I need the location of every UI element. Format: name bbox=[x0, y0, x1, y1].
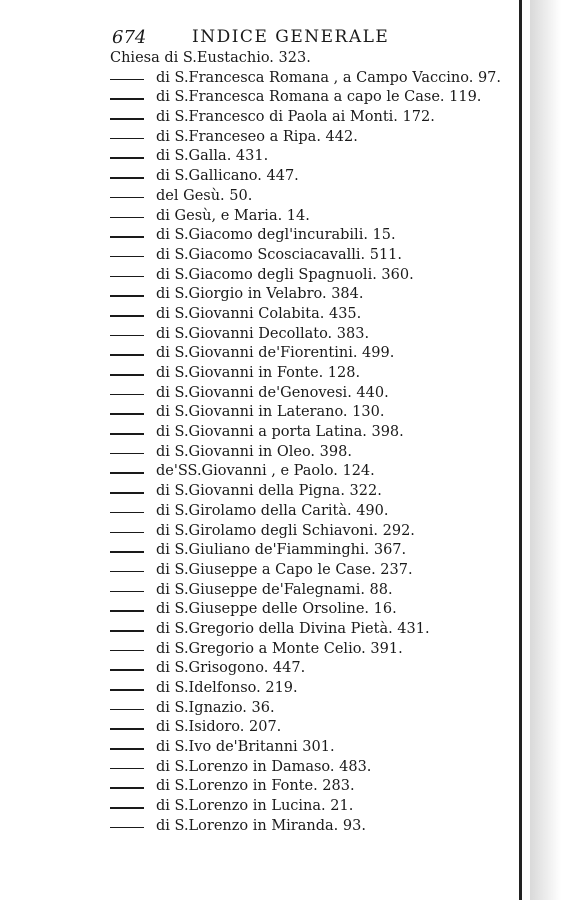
ditto-dash bbox=[110, 433, 144, 435]
ditto-dash bbox=[110, 591, 144, 593]
index-entry bbox=[110, 620, 510, 640]
ditto-dash bbox=[110, 98, 144, 100]
index-entry bbox=[110, 285, 510, 305]
index-entry-text: di S.Franceseo a Ripa. 442. bbox=[156, 128, 358, 145]
index-entry-text: di S.Giovanni de'Fiorentini. 499. bbox=[156, 345, 395, 362]
running-title: INDICE GENERALE bbox=[192, 27, 390, 47]
index-entry bbox=[110, 581, 510, 601]
index-entry bbox=[110, 718, 510, 738]
ditto-dash bbox=[110, 472, 144, 474]
index-entry-text: di S.Giovanni de'Genovesi. 440. bbox=[156, 384, 389, 401]
index-entry bbox=[110, 49, 510, 69]
index-entry-text: di S.Giuseppe a Capo le Case. 237. bbox=[156, 561, 413, 578]
binding-edge bbox=[519, 0, 522, 900]
index-entry-text: di S.Francesco di Paola ai Monti. 172. bbox=[156, 109, 435, 126]
index-entry-text: di S.Lorenzo in Fonte. 283. bbox=[156, 778, 355, 795]
index-entry bbox=[110, 522, 510, 542]
index-entry bbox=[110, 443, 510, 463]
index-entry bbox=[110, 384, 510, 404]
ditto-dash bbox=[110, 394, 144, 396]
index-entry-text: di S.Giacomo Scosciacavalli. 511. bbox=[156, 246, 403, 263]
index-entry-text: di S.Gregorio a Monte Celio. 391. bbox=[156, 640, 403, 657]
index-entry bbox=[110, 305, 510, 325]
index-entry bbox=[110, 246, 510, 266]
ditto-dash bbox=[110, 748, 144, 750]
index-entries bbox=[110, 49, 510, 837]
ditto-dash bbox=[110, 709, 144, 711]
index-entry-text: de'SS.Giovanni , e Paolo. 124. bbox=[156, 463, 375, 480]
index-entry bbox=[110, 403, 510, 423]
index-entry-text: di Gesù, e Maria. 14. bbox=[156, 207, 310, 224]
ditto-dash bbox=[110, 118, 144, 120]
index-entry-text: di S.Ivo de'Britanni 301. bbox=[156, 739, 335, 756]
ditto-dash bbox=[110, 177, 144, 179]
index-entry-text: di S.Giuliano de'Fiamminghi. 367. bbox=[156, 542, 407, 559]
index-entry-text: di S.Giovanni a porta Latina. 398. bbox=[156, 424, 404, 441]
index-entry bbox=[110, 502, 510, 522]
ditto-dash bbox=[110, 197, 144, 199]
index-entry-text: di S.Francesca Romana , a Campo Vaccino. 97. bbox=[156, 69, 502, 86]
index-entry bbox=[110, 88, 510, 108]
index-entry-text: di S.Ignazio. 36. bbox=[156, 699, 275, 716]
index-entry-text: di S.Lorenzo in Lucina. 21. bbox=[156, 798, 354, 815]
index-entry-text: Chiesa di S.Eustachio. 323. bbox=[110, 50, 311, 66]
index-entry-text: di S.Lorenzo in Damaso. 483. bbox=[156, 758, 372, 775]
index-entry bbox=[110, 797, 510, 817]
index-entry-text: di S.Giovanni in Oleo. 398. bbox=[156, 443, 352, 460]
index-entry-text: di S.Giovanni della Pigna. 322. bbox=[156, 483, 382, 500]
ditto-dash bbox=[110, 669, 144, 671]
index-entry-text: di S.Giovanni in Fonte. 128. bbox=[156, 365, 361, 381]
ditto-dash bbox=[110, 610, 144, 612]
index-entry-text: di S.Idelfonso. 219. bbox=[156, 680, 298, 696]
ditto-dash bbox=[110, 315, 144, 317]
index-entry-text: di S.Isidoro. 207. bbox=[156, 719, 282, 736]
index-entry-text: di S.Grisogono. 447. bbox=[156, 660, 306, 677]
index-entry bbox=[110, 128, 510, 148]
index-entry bbox=[110, 207, 510, 227]
index-entry bbox=[110, 777, 510, 797]
index-entry bbox=[110, 482, 510, 502]
ditto-dash bbox=[110, 492, 144, 494]
ditto-dash bbox=[110, 571, 144, 573]
ditto-dash bbox=[110, 79, 144, 81]
ditto-dash bbox=[110, 689, 144, 691]
index-entry-text: di S.Francesca Romana a capo le Case. 119. bbox=[156, 89, 482, 106]
index-entry bbox=[110, 640, 510, 660]
index-entry-text: di S.Giorgio in Velabro. 384. bbox=[156, 286, 364, 303]
index-entry-text: di S.Giacomo degl'incurabili. 15. bbox=[156, 227, 396, 244]
index-entry bbox=[110, 364, 510, 384]
index-entry-text: di S.Girolamo degli Schiavoni. 292. bbox=[156, 522, 415, 539]
index-entry bbox=[110, 167, 510, 187]
index-entry-text: di S.Giovanni Colabita. 435. bbox=[156, 305, 362, 322]
index-entry bbox=[110, 699, 510, 719]
index-entry bbox=[110, 541, 510, 561]
index-entry-text: di S.Gregorio della Divina Pietà. 431. bbox=[156, 620, 430, 637]
page-header bbox=[112, 27, 412, 49]
page-number: 674 bbox=[112, 27, 147, 48]
index-entry bbox=[110, 679, 510, 699]
ditto-dash bbox=[110, 354, 144, 356]
ditto-dash bbox=[110, 217, 144, 219]
ditto-dash bbox=[110, 295, 144, 297]
ditto-dash bbox=[110, 157, 144, 159]
index-entry-text: di S.Girolamo della Carità. 490. bbox=[156, 502, 389, 519]
ditto-dash bbox=[110, 807, 144, 809]
ditto-dash bbox=[110, 335, 144, 337]
ditto-dash bbox=[110, 453, 144, 455]
index-entry-text: di S.Giuseppe de'Falegnami. 88. bbox=[156, 581, 393, 598]
index-entry bbox=[110, 817, 510, 837]
index-entry bbox=[110, 758, 510, 778]
ditto-dash bbox=[110, 256, 144, 258]
ditto-dash bbox=[110, 768, 144, 770]
index-entry-text: di S.Giuseppe delle Orsoline. 16. bbox=[156, 601, 397, 618]
ditto-dash bbox=[110, 630, 144, 632]
ditto-dash bbox=[110, 728, 144, 730]
binding-shadow bbox=[530, 0, 561, 900]
ditto-dash bbox=[110, 551, 144, 553]
ditto-dash bbox=[110, 138, 144, 140]
index-entry-text: di S.Giovanni in Laterano. 130. bbox=[156, 404, 385, 421]
index-entry bbox=[110, 462, 510, 482]
ditto-dash bbox=[110, 236, 144, 238]
index-entry bbox=[110, 108, 510, 128]
index-entry bbox=[110, 226, 510, 246]
ditto-dash bbox=[110, 512, 144, 514]
ditto-dash bbox=[110, 276, 144, 278]
ditto-dash bbox=[110, 650, 144, 652]
index-entry-text: di S.Galla. 431. bbox=[156, 148, 269, 165]
index-entry-text: di S.Giacomo degli Spagnuoli. 360. bbox=[156, 266, 414, 283]
index-entry bbox=[110, 147, 510, 167]
index-entry bbox=[110, 600, 510, 620]
ditto-dash bbox=[110, 787, 144, 789]
ditto-dash bbox=[110, 413, 144, 415]
index-entry-text: di S.Lorenzo in Miranda. 93. bbox=[156, 817, 366, 834]
index-entry-text: di S.Gallicano. 447. bbox=[156, 168, 299, 185]
index-entry bbox=[110, 423, 510, 443]
index-entry bbox=[110, 187, 510, 207]
index-entry bbox=[110, 69, 510, 89]
ditto-dash bbox=[110, 827, 144, 829]
index-entry-text: di S.Giovanni Decollato. 383. bbox=[156, 325, 370, 342]
index-entry bbox=[110, 344, 510, 364]
index-entry bbox=[110, 325, 510, 345]
ditto-dash bbox=[110, 374, 144, 376]
ditto-dash bbox=[110, 532, 144, 534]
index-entry bbox=[110, 561, 510, 581]
index-entry bbox=[110, 738, 510, 758]
index-entry bbox=[110, 659, 510, 679]
index-entry-text: del Gesù. 50. bbox=[156, 187, 253, 204]
index-entry bbox=[110, 266, 510, 286]
